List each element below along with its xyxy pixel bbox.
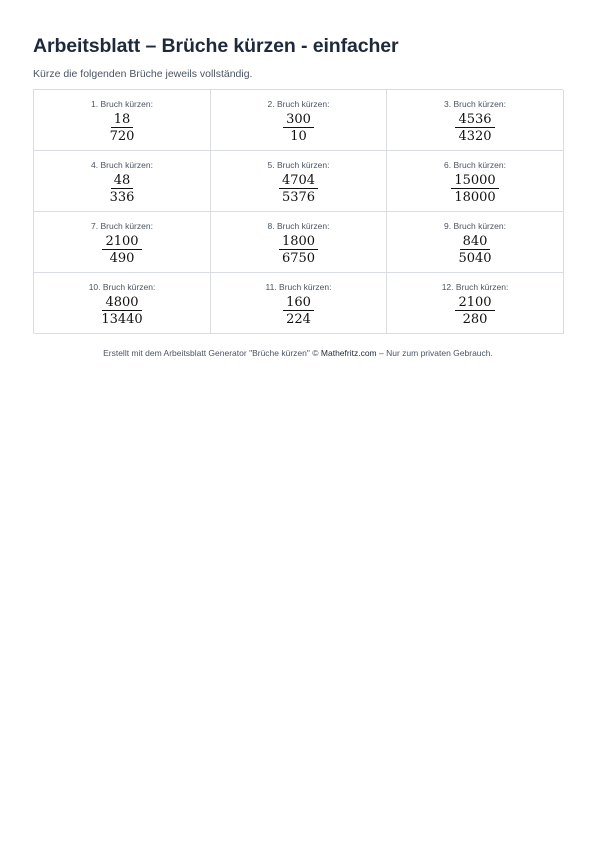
fraction bbox=[455, 234, 494, 266]
fraction-numerator: 160 bbox=[283, 295, 314, 311]
fraction-numerator: 48 bbox=[111, 173, 134, 189]
fraction-numerator: 300 bbox=[283, 112, 314, 128]
exercise-label: 12. Bruch kürzen: bbox=[441, 282, 509, 292]
exercise-label: 1. Bruch kürzen: bbox=[91, 99, 153, 109]
exercise-label: 3. Bruch kürzen: bbox=[444, 99, 506, 109]
exercise-cell bbox=[34, 151, 211, 212]
fraction-numerator: 4536 bbox=[455, 112, 494, 128]
exercise-cell bbox=[387, 212, 564, 273]
footer-brand-link[interactable]: Mathefritz.com bbox=[320, 348, 377, 358]
exercise-cell bbox=[387, 151, 564, 212]
exercise-cell bbox=[34, 90, 211, 151]
fraction-numerator: 2100 bbox=[102, 234, 141, 250]
fraction bbox=[279, 173, 318, 205]
fraction-numerator: 18 bbox=[111, 112, 134, 128]
exercise-cell bbox=[34, 273, 211, 334]
fraction-denominator: 224 bbox=[286, 312, 311, 327]
fraction-denominator: 336 bbox=[109, 190, 135, 205]
fraction-numerator: 4800 bbox=[102, 295, 141, 311]
exercise-cell bbox=[211, 212, 387, 273]
exercise-cell bbox=[211, 151, 387, 212]
exercise-label: 5. Bruch kürzen: bbox=[267, 160, 330, 170]
fraction bbox=[107, 173, 138, 205]
fraction-numerator: 1800 bbox=[279, 234, 318, 250]
fraction bbox=[279, 234, 318, 266]
fraction-numerator: 840 bbox=[460, 234, 491, 250]
exercise-label: 4. Bruch kürzen: bbox=[91, 160, 153, 170]
fraction bbox=[455, 295, 494, 327]
exercise-label: 2. Bruch kürzen: bbox=[267, 99, 330, 109]
exercise-grid bbox=[33, 89, 563, 333]
fraction-denominator: 13440 bbox=[101, 312, 143, 327]
instruction-text: Kürze die folgenden Brüche jeweils vollständig. bbox=[33, 68, 253, 80]
exercise-cell bbox=[34, 212, 211, 273]
page-title: Arbeitsblatt – Brüche kürzen - einfacher bbox=[33, 35, 399, 57]
exercise-label: 6. Bruch kürzen: bbox=[444, 160, 506, 170]
fraction-denominator: 720 bbox=[109, 129, 135, 144]
fraction bbox=[107, 112, 138, 144]
exercise-label: 8. Bruch kürzen: bbox=[267, 221, 330, 231]
exercise-cell bbox=[211, 273, 387, 334]
fraction-denominator: 5040 bbox=[458, 251, 492, 266]
fraction bbox=[98, 295, 145, 327]
fraction bbox=[451, 173, 498, 205]
exercise-cell bbox=[211, 90, 387, 151]
fraction-numerator: 15000 bbox=[451, 173, 498, 189]
exercise-label: 9. Bruch kürzen: bbox=[444, 221, 506, 231]
fraction-denominator: 6750 bbox=[281, 251, 316, 266]
footer-prefix: Erstellt mit dem Arbeitsblatt Generator "Brüche kürzen" © bbox=[103, 348, 321, 358]
fraction-denominator: 280 bbox=[462, 312, 488, 327]
exercise-cell bbox=[387, 90, 564, 151]
exercise-label: 7. Bruch kürzen: bbox=[91, 221, 153, 231]
fraction-denominator: 490 bbox=[109, 251, 135, 266]
fraction-denominator: 5376 bbox=[281, 190, 316, 205]
exercise-label: 11. Bruch kürzen: bbox=[265, 282, 332, 292]
exercise-cell bbox=[387, 273, 564, 334]
fraction-numerator: 2100 bbox=[455, 295, 494, 311]
fraction bbox=[455, 112, 494, 144]
fraction bbox=[102, 234, 141, 266]
fraction bbox=[283, 295, 314, 327]
fraction-numerator: 4704 bbox=[279, 173, 318, 189]
fraction bbox=[283, 112, 314, 144]
fraction-denominator: 4320 bbox=[458, 129, 492, 144]
footer-note bbox=[33, 348, 563, 358]
footer-suffix: – Nur zum privaten Gebrauch. bbox=[376, 348, 493, 358]
fraction-denominator: 18000 bbox=[454, 190, 496, 205]
exercise-label: 10. Bruch kürzen: bbox=[88, 282, 156, 292]
fraction-denominator: 10 bbox=[290, 129, 307, 144]
